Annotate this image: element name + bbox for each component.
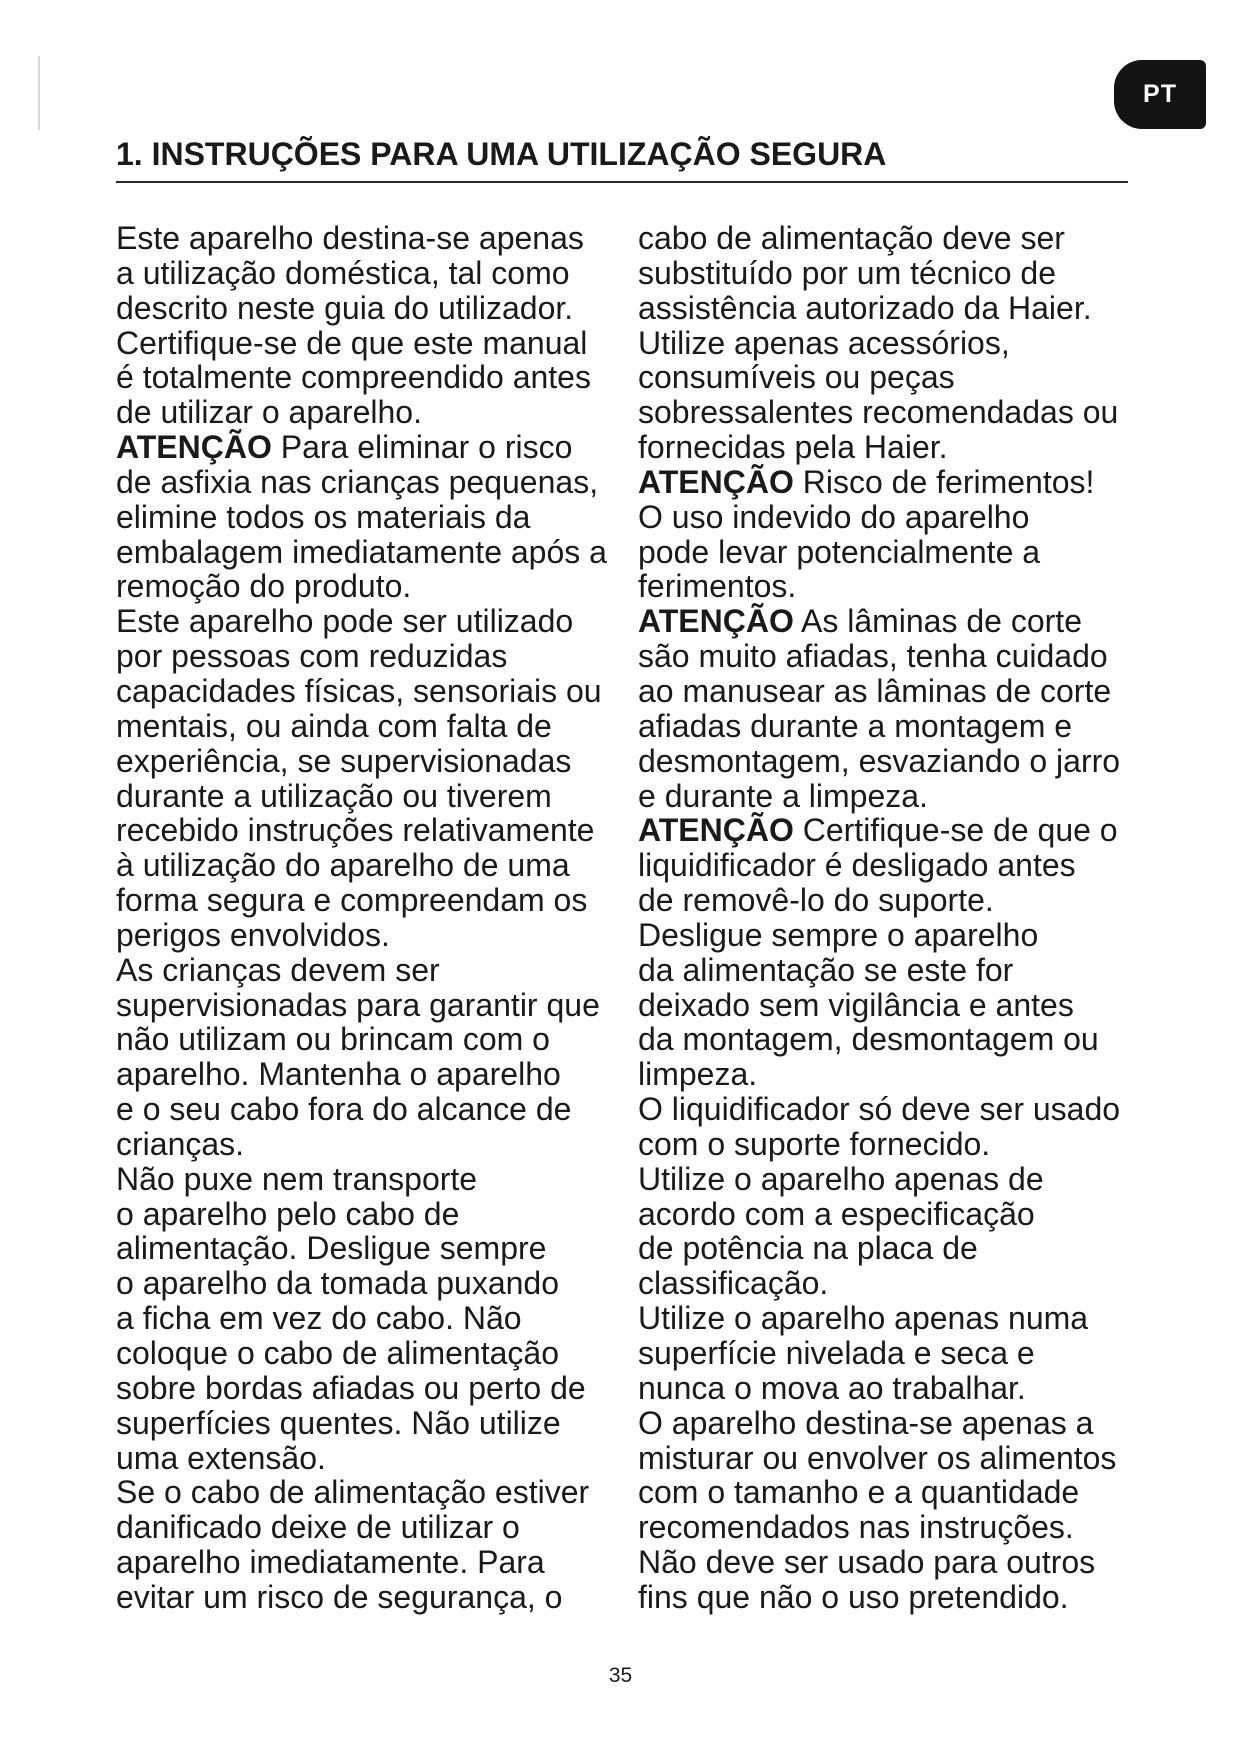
right-column-line: O liquidificador só deve ser usado [638, 1091, 1121, 1128]
left-column-line: não utilizam ou brincam com o [116, 1021, 550, 1058]
right-column-line: superfície nivelada e seca e [638, 1335, 1035, 1371]
left-column-line: uma extensão. [116, 1439, 326, 1476]
left-column-line: é totalmente compreendido antes [116, 359, 591, 396]
warning-label: ATENÇÃO [638, 463, 794, 500]
left-column-line: Se o cabo de alimentação estiver [116, 1474, 590, 1511]
right-column-line: Desligue sempre o aparelho [638, 916, 1039, 953]
left-column-line: remoção do produto. [116, 568, 412, 605]
section-heading: 1. INSTRUÇÕES PARA UMA UTILIZAÇÃO SEGURA [116, 136, 887, 172]
line-text: Risco de ferimentos! [802, 463, 1095, 500]
left-column-line: a utilização doméstica, tal como [116, 254, 570, 291]
right-column-line: recomendados nas instruções. [638, 1509, 1074, 1546]
right-column-line: pode levar potencialmente a [638, 533, 1041, 570]
left-column-line: de asfixia nas crianças pequenas, [116, 463, 599, 500]
right-column-line: da alimentação se este for [638, 951, 1014, 988]
right-column-line: com o tamanho e a quantidade [638, 1474, 1080, 1511]
right-column-line [638, 465, 1138, 500]
right-column-line: deixado sem vigilância e antes [638, 986, 1074, 1023]
left-column-line: embalagem imediatamente após a [116, 533, 607, 570]
left-column-line: Não puxe nem transporte [116, 1160, 478, 1197]
left-column-line: recebido instruções relativamente [116, 812, 595, 849]
left-column-line: por pessoas com reduzidas [116, 638, 508, 675]
warning-label: ATENÇÃO [638, 603, 794, 640]
left-column-line: aparelho imediatamente. Para [116, 1544, 545, 1581]
right-column-line: nunca o mova ao trabalhar. [638, 1369, 1026, 1406]
right-column-line: consumíveis ou peças [638, 359, 955, 396]
right-column-line: sobressalentes recomendadas ou [638, 394, 1119, 431]
margin-line [38, 56, 40, 130]
left-column-line: sobre bordas afiadas ou perto de [116, 1369, 586, 1406]
line-text: As lâminas de corte [800, 603, 1082, 640]
right-column-line: ao manusear as lâminas de corte [638, 672, 1112, 709]
left-column-line: de utilizar o aparelho. [116, 394, 422, 431]
right-column-line: com o suporte fornecido. [638, 1125, 991, 1162]
right-column-line: fornecidas pela Haier. [638, 429, 948, 466]
right-column-line: cabo de alimentação deve ser [638, 220, 1065, 256]
right-column-line: fins que não o uso pretendido. [638, 1578, 1069, 1615]
right-column-line: afiadas durante a montagem e [638, 707, 1073, 744]
left-column-line: a ficha em vez do cabo. Não [116, 1300, 522, 1337]
right-column-line: O uso indevido do aparelho [638, 498, 1030, 535]
right-column [638, 221, 1138, 1615]
left-column-line: coloque o cabo de alimentação [116, 1335, 559, 1371]
right-column-line [638, 813, 1138, 848]
right-column-line: liquidificador é desligado antes [638, 847, 1076, 884]
left-column-line: aparelho. Mantenha o aparelho [116, 1056, 561, 1093]
line-text: Para eliminar o risco [280, 429, 573, 466]
right-column-line: de removê-lo do suporte. [638, 882, 994, 919]
left-column-line: e o seu cabo fora do alcance de [116, 1091, 572, 1128]
left-column-line: durante a utilização ou tiverem [116, 777, 552, 814]
left-column-line: As crianças devem ser [116, 951, 440, 988]
right-column-line: e durante a limpeza. [638, 777, 928, 814]
left-column-line: o aparelho pelo cabo de [116, 1195, 460, 1232]
right-column-line: de potência na placa de [638, 1230, 978, 1267]
right-column-line: Utilize o aparelho apenas numa [638, 1300, 1089, 1337]
language-tab [1114, 60, 1206, 129]
left-column [116, 221, 621, 1615]
right-column-line: Utilize o aparelho apenas de [638, 1160, 1044, 1197]
right-column-line: substituído por um técnico de [638, 254, 1057, 291]
left-column-line: supervisionadas para garantir que [116, 986, 600, 1023]
right-column-line: classificação. [638, 1265, 829, 1302]
warning-label: ATENÇÃO [638, 812, 794, 849]
left-column-line: o aparelho da tomada puxando [116, 1265, 560, 1302]
left-column-line: crianças. [116, 1125, 245, 1162]
right-column-line: são muito afiadas, tenha cuidado [638, 638, 1108, 675]
left-column-line: Este aparelho pode ser utilizado [116, 603, 574, 640]
right-column-line: assistência autorizado da Haier. [638, 289, 1092, 326]
left-column-line: Certifique-se de que este manual [116, 324, 588, 361]
page-number: 35 [608, 1664, 633, 1687]
right-column-line: Utilize apenas acessórios, [638, 324, 1010, 361]
left-column-line: danificado deixe de utilizar o [116, 1509, 520, 1546]
left-column-line: evitar um risco de segurança, o [116, 1578, 563, 1615]
left-column-line: elimine todos os materiais da [116, 498, 531, 535]
left-column-line: forma segura e compreendam os [116, 882, 588, 919]
left-column-line: superfícies quentes. Não utilize [116, 1404, 561, 1441]
right-column-line: limpeza. [638, 1056, 758, 1093]
left-column-line: capacidades físicas, sensoriais ou [116, 672, 602, 709]
right-column-line: O aparelho destina-se apenas a [638, 1404, 1094, 1441]
right-column-line: ferimentos. [638, 568, 797, 605]
left-column-line [116, 430, 621, 465]
right-column-line: da montagem, desmontagem ou [638, 1021, 1099, 1058]
right-column-line: misturar ou envolver os alimentos [638, 1439, 1117, 1476]
left-column-line: perigos envolvidos. [116, 916, 390, 953]
left-column-line: descrito neste guia do utilizador. [116, 289, 574, 326]
right-column-line: Não deve ser usado para outros [638, 1544, 1096, 1581]
left-column-line: à utilização do aparelho de uma [116, 847, 570, 884]
warning-label: ATENÇÃO [116, 429, 272, 466]
heading-divider [116, 181, 1128, 183]
right-column-line: desmontagem, esvaziando o jarro [638, 742, 1121, 779]
left-column-line: alimentação. Desligue sempre [116, 1230, 547, 1267]
language-tab-label: PT [1143, 80, 1177, 108]
left-column-line: Este aparelho destina-se apenas [116, 220, 584, 256]
right-column-line: acordo com a especificação [638, 1195, 1035, 1232]
left-column-line: experiência, se supervisionadas [116, 742, 572, 779]
line-text: Certifique-se de que o [802, 812, 1118, 849]
right-column-line [638, 604, 1138, 639]
left-column-line: mentais, ou ainda com falta de [116, 707, 552, 744]
